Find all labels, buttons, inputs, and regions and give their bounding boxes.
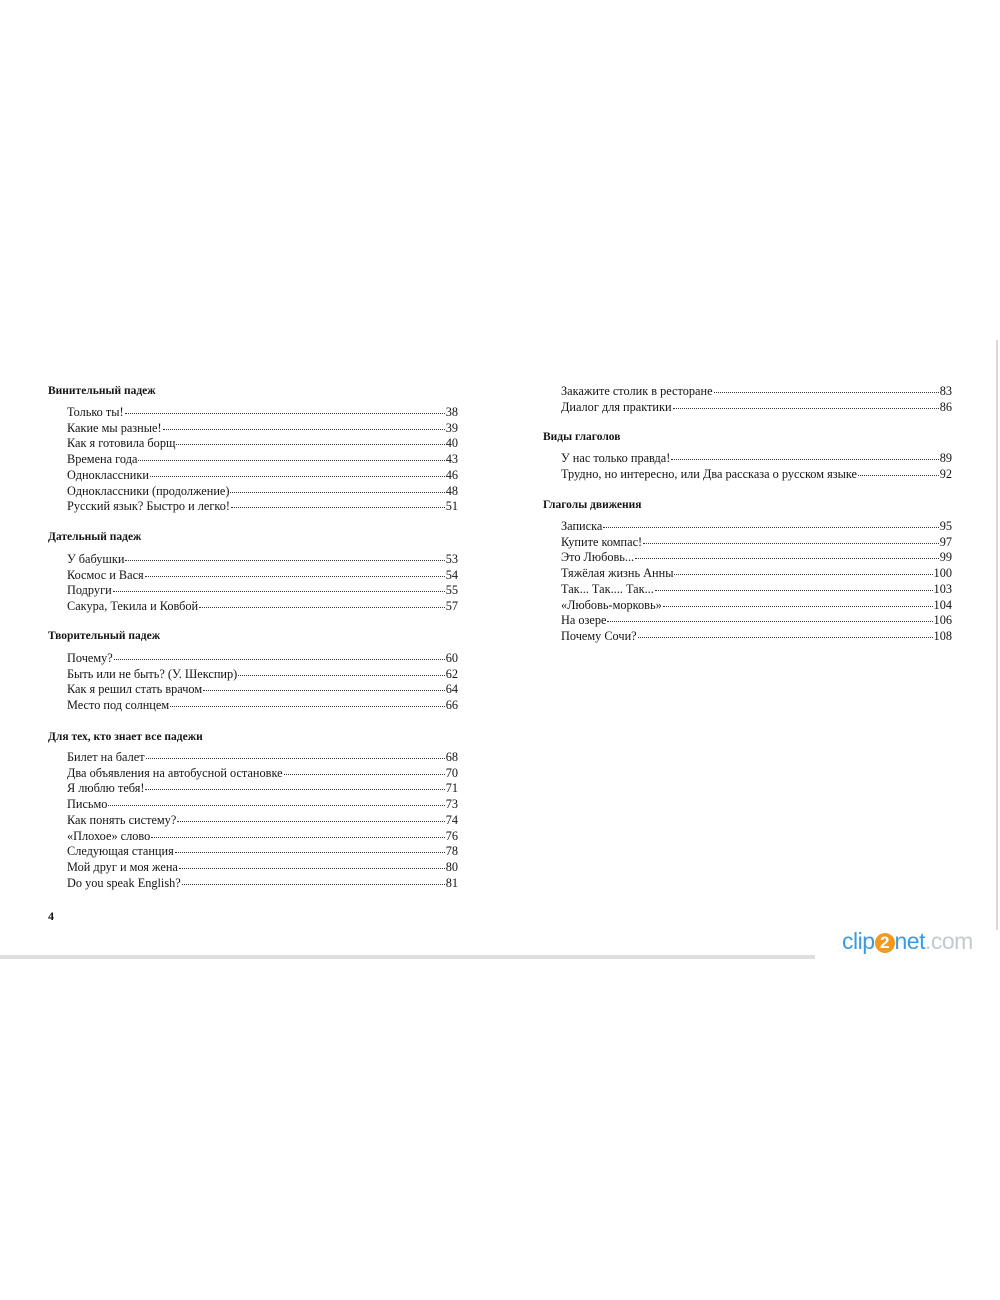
dot-leader	[138, 460, 444, 461]
toc-entry-title: Билет на балет	[67, 750, 145, 764]
toc-entry-title: Времена года	[67, 452, 138, 467]
toc-entry-title: Почему Сочи?	[561, 628, 637, 643]
toc-entry-page: 74	[445, 812, 458, 827]
dot-leader	[151, 837, 444, 838]
dot-leader	[655, 590, 933, 591]
dot-leader	[146, 758, 445, 759]
toc-entry[interactable]	[561, 467, 952, 482]
toc-entry-title: Купите компас!	[561, 534, 643, 549]
toc-entry-page: 39	[445, 420, 458, 435]
toc-entry-title: Сакура, Текила и Ковбой	[67, 599, 199, 614]
toc-entry-title: Закажите столик в ресторане	[561, 384, 713, 398]
page-number: 4	[48, 909, 54, 923]
dot-leader	[145, 576, 445, 577]
toc-entry-page: 71	[445, 781, 458, 796]
toc-entry-page: 76	[445, 828, 458, 843]
toc-entry-page: 89	[939, 451, 952, 465]
toc-entry-title: Одноклассники	[67, 467, 149, 482]
toc-entry-page: 108	[933, 628, 952, 643]
dot-leader	[603, 527, 938, 528]
toc-entry[interactable]	[67, 829, 458, 844]
toc-entry-title: «Любовь-морковь»	[561, 597, 662, 612]
toc-entry[interactable]	[67, 651, 458, 666]
toc-entry[interactable]	[561, 400, 952, 415]
dot-leader	[150, 476, 445, 477]
dot-leader	[231, 507, 445, 508]
toc-entry[interactable]	[67, 436, 458, 451]
dot-leader	[177, 821, 444, 822]
toc-entry-page: 60	[445, 651, 458, 665]
toc-entry-page: 73	[445, 797, 458, 812]
toc-entry[interactable]	[561, 613, 952, 628]
toc-entry[interactable]	[561, 535, 952, 550]
dot-leader	[673, 408, 939, 409]
toc-entry-title: Одноклассники (продолжение)	[67, 483, 230, 498]
toc-entry-title: На озере	[561, 613, 607, 628]
toc-entry-page: 99	[939, 550, 952, 565]
toc-entry-title: Тяжёлая жизнь Анны	[561, 566, 674, 581]
toc-entry[interactable]	[561, 451, 952, 466]
toc-entry-page: 95	[939, 519, 952, 533]
dot-leader	[674, 574, 932, 575]
toc-entry-page: 48	[445, 483, 458, 498]
toc-entry[interactable]	[67, 813, 458, 828]
dot-leader	[203, 690, 445, 691]
toc-entry[interactable]	[67, 781, 458, 796]
logo-domain: .com	[925, 928, 973, 954]
section-heading: Дательный падеж	[48, 531, 142, 543]
toc-entry-page: 70	[445, 765, 458, 780]
toc-entry-title: Диалог для практики	[561, 399, 672, 414]
toc-entry-page: 92	[939, 466, 952, 481]
toc-entry-page: 66	[445, 698, 458, 713]
dot-leader	[125, 560, 444, 561]
section-heading: Винительный падеж	[48, 385, 156, 397]
toc-entry[interactable]	[67, 698, 458, 713]
dot-leader	[238, 675, 444, 676]
logo-text: clip	[842, 928, 875, 954]
toc-entry-page: 68	[445, 750, 458, 764]
dot-leader	[175, 852, 445, 853]
section-heading: Глаголы движения	[543, 499, 642, 511]
toc-entry-title: Так... Так.... Так...	[561, 581, 654, 596]
toc-entry-title: Подруги	[67, 583, 112, 598]
toc-entry-page: 81	[445, 875, 458, 890]
toc-entry-title: Как я готовила борщ	[67, 436, 176, 451]
toc-entry-title: У нас только правда!	[561, 451, 671, 465]
toc-entry-title: Как я решил стать врачом	[67, 682, 203, 697]
toc-entry[interactable]	[67, 667, 458, 682]
toc-entry[interactable]	[67, 766, 458, 781]
toc-entry-title: Трудно, но интересно, или Два рассказа о русском языке	[561, 466, 857, 481]
toc-entry-title: Почему?	[67, 651, 113, 665]
section-heading: Творительный падеж	[48, 630, 161, 642]
dot-leader	[663, 606, 933, 607]
toc-entry-title: У бабушки	[67, 552, 125, 566]
toc-entry-title: Два объявления на автобусной остановке	[67, 765, 283, 780]
toc-entry-page: 53	[445, 552, 458, 566]
dot-leader	[199, 607, 445, 608]
dot-leader	[176, 444, 444, 445]
toc-entry[interactable]	[67, 405, 458, 420]
dot-leader	[145, 789, 444, 790]
toc-entry-page: 55	[445, 583, 458, 598]
dot-leader	[230, 492, 444, 493]
toc-entry[interactable]	[67, 797, 458, 812]
toc-entry[interactable]	[561, 566, 952, 581]
dot-leader	[635, 558, 939, 559]
toc-entry[interactable]	[67, 860, 458, 875]
dot-leader	[714, 392, 939, 393]
toc-entry-title: Письмо	[67, 797, 108, 812]
toc-entry[interactable]	[67, 583, 458, 598]
toc-entry-page: 97	[939, 534, 952, 549]
toc-entry-title: Мой друг и моя жена	[67, 859, 178, 874]
toc-entry[interactable]	[561, 519, 952, 534]
dot-leader	[638, 637, 933, 638]
toc-entry-title: Записка	[561, 519, 603, 533]
toc-entry[interactable]	[67, 750, 458, 765]
toc-entry-page: 83	[939, 384, 952, 398]
toc-entry-title: Место под солнцем	[67, 698, 170, 713]
toc-entry-page: 40	[445, 436, 458, 451]
toc-entry-page: 43	[445, 452, 458, 467]
toc-entry-page: 106	[933, 613, 952, 628]
section-heading: Для тех, кто знает все падежи	[48, 731, 203, 743]
toc-entry-title: Как понять систему?	[67, 812, 177, 827]
dot-leader	[179, 868, 445, 869]
dot-leader	[671, 459, 938, 460]
dot-leader	[607, 621, 932, 622]
toc-entry-title: Это Любовь...	[561, 550, 635, 565]
dot-leader	[858, 475, 939, 476]
dot-leader	[114, 659, 445, 660]
clip2net-watermark-logo	[842, 928, 973, 955]
toc-entry-page: 46	[445, 467, 458, 482]
toc-entry[interactable]	[67, 568, 458, 583]
section-heading: Виды глаголов	[543, 431, 621, 443]
toc-entry[interactable]	[67, 599, 458, 614]
logo-badge: 2	[875, 933, 895, 953]
toc-entry-title: Русский язык? Быстро и легко!	[67, 499, 230, 514]
toc-entry-page: 80	[445, 859, 458, 874]
logo-text: net	[894, 928, 925, 954]
toc-entry[interactable]	[67, 421, 458, 436]
toc-entry-page: 86	[939, 399, 952, 414]
toc-entry-page: 78	[445, 844, 458, 859]
dot-leader	[284, 774, 445, 775]
toc-entry-title: Следующая станция	[67, 844, 174, 859]
toc-entry-page: 51	[445, 499, 458, 514]
toc-entry[interactable]	[67, 499, 458, 514]
toc-entry[interactable]	[561, 550, 952, 565]
toc-entry-page: 54	[445, 567, 458, 582]
toc-entry-page: 104	[933, 597, 952, 612]
toc-entry-title: Только ты!	[67, 405, 124, 419]
page-edge-divider	[996, 340, 998, 930]
toc-entry[interactable]	[561, 384, 952, 399]
toc-entry[interactable]	[67, 552, 458, 567]
toc-entry-page: 100	[933, 566, 952, 581]
toc-entry[interactable]	[67, 452, 458, 467]
page-bottom-divider	[0, 955, 815, 959]
toc-entry[interactable]	[67, 484, 458, 499]
dot-leader	[125, 413, 445, 414]
toc-entry-title: Do you speak English?	[67, 875, 181, 890]
dot-leader	[643, 543, 939, 544]
toc-entry[interactable]	[67, 468, 458, 483]
toc-entry[interactable]	[561, 582, 952, 597]
toc-entry-title: Космос и Вася	[67, 567, 144, 582]
toc-entry-title: Какие мы разные!	[67, 420, 162, 435]
dot-leader	[163, 429, 445, 430]
toc-entry-title: Я люблю тебя!	[67, 781, 145, 796]
toc-entry-title: Быть или не быть? (У. Шекспир)	[67, 666, 238, 681]
toc-entry-page: 57	[445, 599, 458, 614]
dot-leader	[182, 884, 445, 885]
toc-entry-title: «Плохое» слово	[67, 828, 151, 843]
toc-entry-page: 64	[445, 682, 458, 697]
toc-entry[interactable]	[561, 598, 952, 613]
toc-entry[interactable]	[67, 876, 458, 891]
toc-entry[interactable]	[67, 844, 458, 859]
toc-entry-page: 38	[445, 405, 458, 419]
dot-leader	[108, 805, 444, 806]
toc-entry[interactable]	[561, 629, 952, 644]
toc-entry-page: 62	[445, 666, 458, 681]
dot-leader	[113, 591, 445, 592]
toc-entry[interactable]	[67, 682, 458, 697]
dot-leader	[170, 706, 445, 707]
toc-entry-page: 103	[933, 581, 952, 596]
